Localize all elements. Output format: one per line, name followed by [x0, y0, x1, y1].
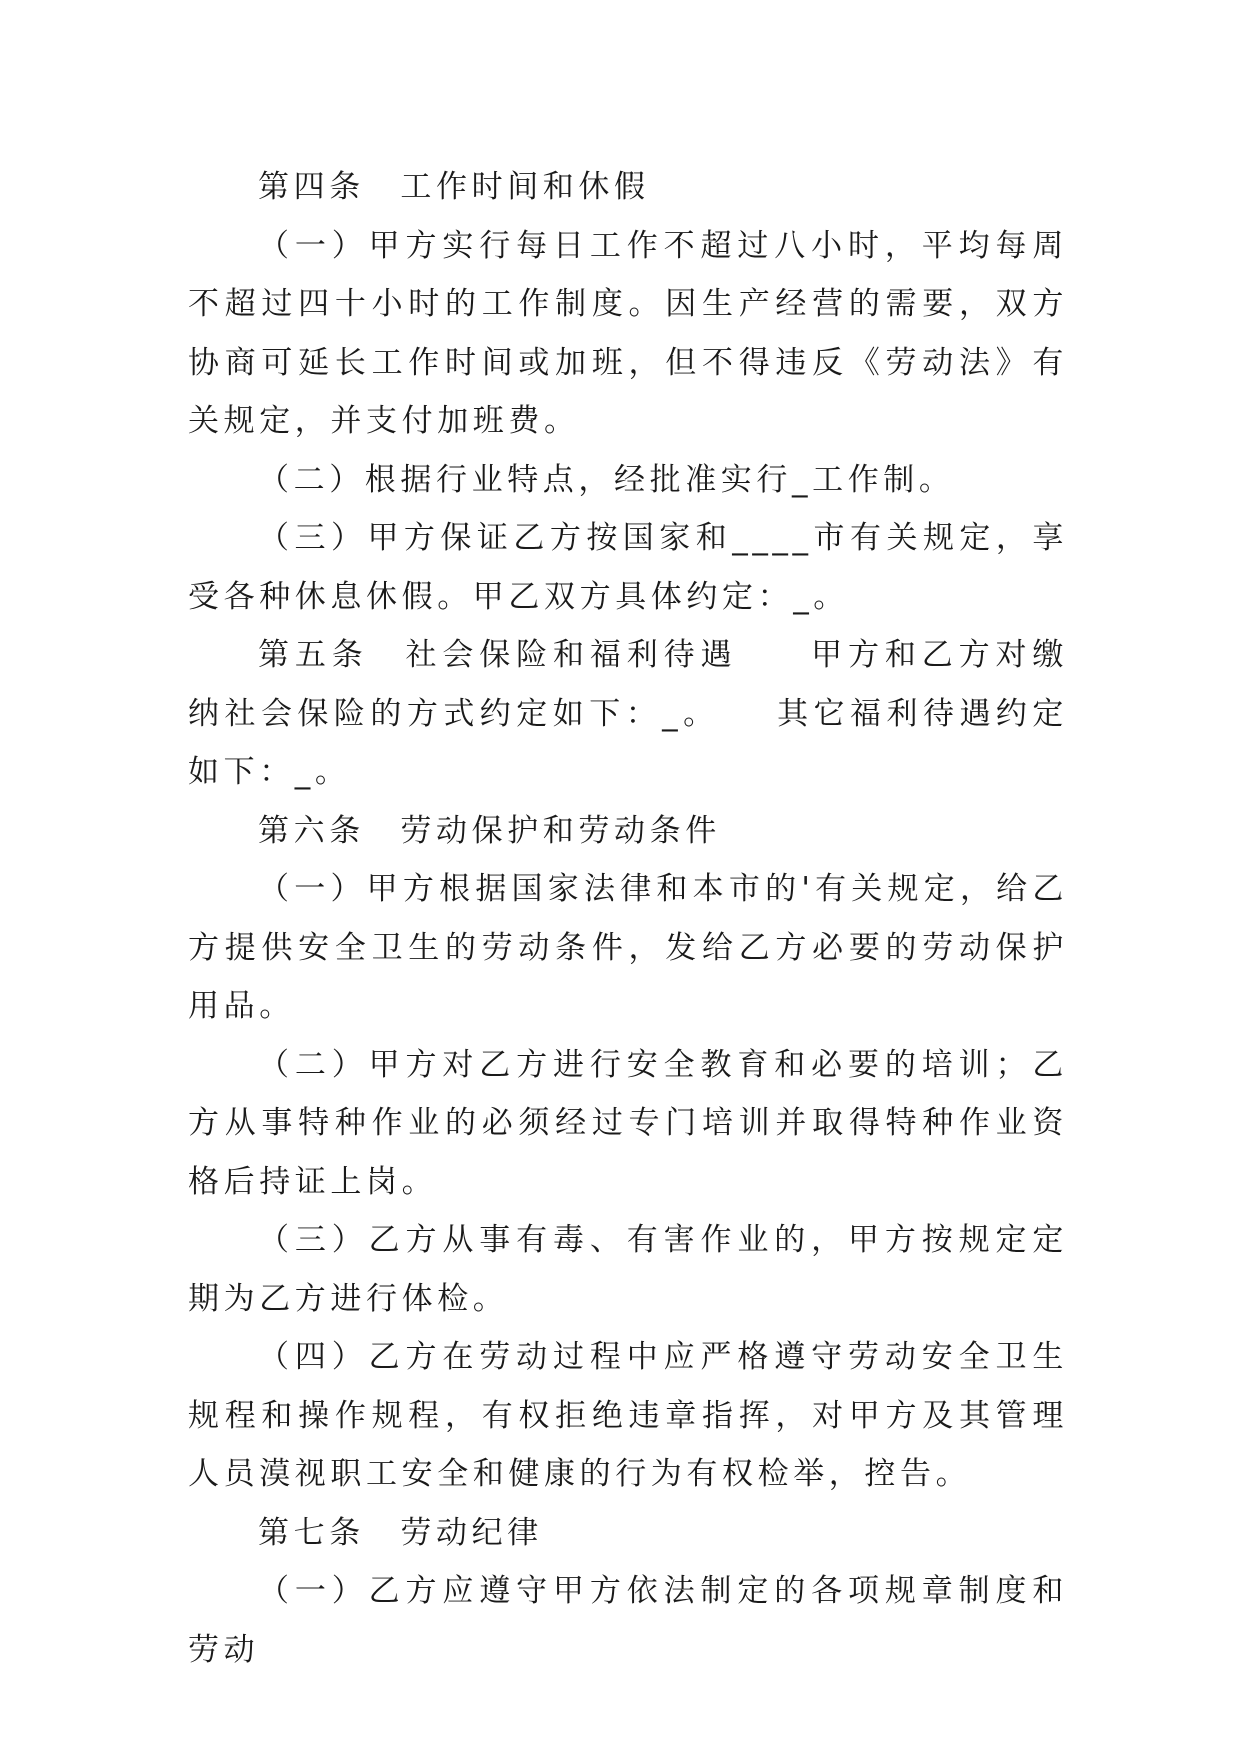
article-6-clause-4: （四）乙方在劳动过程中应严格遵守劳动安全卫生规程和操作规程，有权拒绝违章指挥，对甲方及其管理人员漠视职工安全和健康的行为有权检举，控告。 — [188, 1339, 1068, 1492]
article-5-social-insurance: 第五条 社会保险和福利待遇 甲方和乙方对缴纳社会保险的方式约定如下：_。 其它福利待遇约定如下：_。 — [188, 637, 1068, 790]
article-6-clause-2: （二）甲方对乙方进行安全教育和必要的培训；乙方从事特种作业的必须经过专门培训并取得特种作业资格后持证上岗。 — [188, 1046, 1068, 1200]
article-7-heading: 第七条 劳动纪律 — [258, 1514, 543, 1551]
article-4-heading: 第四条 工作时间和休假 — [258, 169, 650, 205]
article-6-heading: 第六条 劳动保护和劳动条件 — [258, 812, 721, 849]
article-4-clause-3: （三）甲方保证乙方按国家和____市有关规定，享受各种休息休假。甲乙双方具体约定：_。 — [188, 520, 1068, 615]
article-6-clause-1: （一）甲方根据国家法律和本市的'有关规定，给乙方提供安全卫生的劳动条件，发给乙方必要的劳动保护用品。 — [188, 871, 1068, 1024]
article-6-clause-3: （三）乙方从事有毒、有害作业的，甲方按规定定期为乙方进行体检。 — [188, 1222, 1068, 1317]
article-4-clause-1: （一）甲方实行每日工作不超过八小时，平均每周不超过四十小时的工作制度。因生产经营的需要，双方协商可延长工作时间或加班，但不得违反《劳动法》有关规定，并支付加班费。 — [188, 227, 1068, 439]
article-4-clause-2: （二）根据行业特点，经批准实行_工作制。 — [258, 461, 955, 498]
contract-text — [188, 158, 1068, 1679]
article-7-clause-1: （一）乙方应遵守甲方依法制定的各项规章制度和劳动 — [188, 1573, 1068, 1668]
